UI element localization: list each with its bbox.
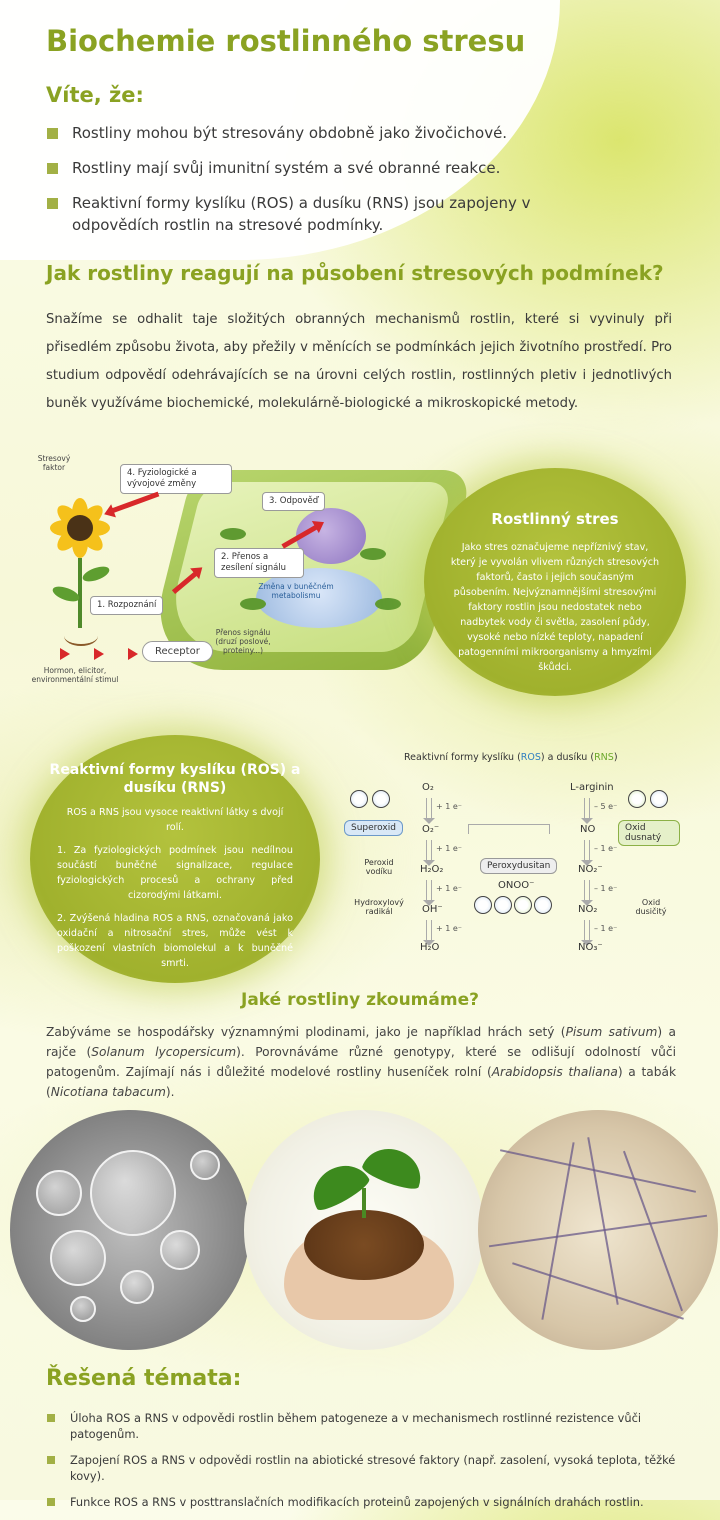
bullet-square-icon: [47, 1498, 55, 1506]
chloroplast-shape: [220, 528, 246, 540]
electron-label: + 1 e⁻: [436, 844, 463, 853]
ros-lead: ROS a RNS jsou vysoce reaktivní látky s dvojí rolí.: [66, 807, 284, 833]
down-arrow-icon: [584, 798, 590, 818]
no3-label: NO₃⁻: [578, 942, 603, 953]
list-item: Rostliny mohou být stresovány obdobně jako živočichové.: [46, 122, 566, 144]
h2o-label: H₂O: [420, 942, 440, 953]
no2-label: NO₂: [578, 904, 598, 915]
h2o2-label: H₂O₂: [420, 864, 444, 875]
electron-label: – 1 e⁻: [594, 924, 618, 933]
hormone-label: Hormon, elicitor, environmentální stimul: [31, 666, 119, 684]
list-item: Zapojení ROS a RNS v odpovědi rostlin na abiotické stresové faktory (např. zasolení, vysoká teplota, těžké kovy).: [46, 1452, 696, 1484]
plant-stem-shape: [78, 558, 82, 628]
bullet-square-icon: [47, 163, 58, 174]
o2minus-label: O₂⁻: [422, 824, 440, 835]
oxygen-atom-icon: [372, 790, 390, 808]
red-arrow-icon: [128, 648, 138, 660]
leaf-shape: [51, 584, 81, 605]
ros-point-2: 2. Zvýšená hladina ROS a RNS, označovaná jako oxidační a nitrosační stres, může vést k poškození vlastních biomolekul a k buněčné smrti.: [57, 913, 293, 969]
red-arrow-icon: [60, 648, 70, 660]
red-arrow-icon: [111, 492, 160, 514]
bullet-square-icon: [47, 1414, 55, 1422]
no2minus-label: NO₂⁻: [578, 864, 603, 875]
down-arrow-icon: [426, 840, 432, 860]
receptor-label: Receptor: [142, 641, 213, 662]
atom-icon: [514, 896, 532, 914]
step-4-label: 4. Fyziologické a vývojové změny: [120, 464, 232, 494]
down-arrow-icon: [584, 920, 590, 940]
leaf-shape: [81, 564, 111, 585]
down-arrow-icon: [584, 880, 590, 900]
no-label: NO: [580, 824, 596, 835]
electron-label: – 1 e⁻: [594, 844, 618, 853]
onoo-label: ONOO⁻: [498, 880, 535, 891]
electron-label: + 1 e⁻: [436, 802, 463, 811]
nitrogen-dioxide-label: Oxid dusičitý: [635, 898, 667, 916]
know-heading: Víte, že:: [46, 83, 144, 107]
atom-icon: [474, 896, 492, 914]
oxygen-atom-icon: [350, 790, 368, 808]
step-2-label: 2. Přenos a zesílení signálu: [214, 548, 304, 578]
stress-factor-label: Stresový faktor: [37, 454, 71, 472]
arginine-label: L-arginin: [570, 782, 614, 793]
page-title: Biochemie rostlinného stresu: [46, 24, 526, 58]
down-arrow-icon: [584, 840, 590, 860]
chloroplast-shape: [375, 598, 401, 610]
electron-label: + 1 e⁻: [436, 884, 463, 893]
metabolism-label: Změna v buněčném metabolismu: [258, 582, 334, 600]
stress-text: Jako stres označujeme nepříznivý stav, který je vyvolán vlivem různých stresových faktorů, často i jejich současným působením. Nejvýznamnějšími stresovými faktory rostlin jsou nedostatek nebo nadbytek vody či světla, zasolení půdy, vysoké nebo nízké teploty, napadení patogenními mikroorganismy a hmyzími škůdci.: [450, 542, 660, 673]
know-list: [46, 122, 566, 249]
ros-diagram-title: Reaktivní formy kyslíku (ROS) a dusíku (RNS): [404, 752, 618, 763]
bracket-shape: [468, 824, 550, 834]
bullet-square-icon: [47, 198, 58, 209]
ros-heading: Reaktivní formy kyslíku (ROS) a dusíku (RNS): [49, 762, 301, 796]
o2-label: O₂: [422, 782, 434, 793]
signal-label: Přenos signálu (druzí poslové, proteiny...): [215, 628, 271, 655]
electron-label: + 1 e⁻: [436, 924, 463, 933]
step-1-label: 1. Rozpoznání: [90, 596, 163, 615]
list-item: Funkce ROS a RNS v posttranslačních modifikacích proteinů zapojených v signálních drahách rostlin.: [46, 1494, 696, 1510]
react-paragraph: Snažíme se odhalit taje složitých obranných mechanismů rostlin, které si vyvinuly při přisedlém způsobu života, aby přežily v měnících se podmínkách jejich životního prostředí. Pro studium odpovědí odehrávajících se na úrovni celých rostlin, rostlinných pletiv i jednotlivých buněk využíváme biochemické, molekulárně-biologické a mikroskopické metody.: [46, 312, 672, 411]
stress-response-diagram: [30, 448, 430, 698]
nitric-oxide-tag: Oxid dusnatý: [618, 820, 680, 846]
topics-heading: Řešená témata:: [46, 1366, 242, 1391]
plant-stress-circle: [424, 468, 686, 696]
list-item: Úloha ROS a RNS v odpovědi rostlin během patogeneze a v mechanismech rostlinné rezistence vůči patogenům.: [46, 1410, 696, 1442]
ros-rns-diagram: [340, 752, 680, 967]
stress-heading: Rostlinný stres: [491, 510, 619, 528]
ros-point-1: 1. Za fyziologických podmínek jsou nedílnou součástí buněčné signalizace, regulace fyziologických procesů a ochrany před cizorodými látkami.: [57, 845, 293, 901]
nucleus-shape: [296, 508, 366, 564]
plants-paragraph: Zabýváme se hospodářsky významnými plodinami, jako je například hrách setý (Pisum sativum) a rajče (Solanum lycopersicum). Porovnáváme různé genotypy, které se odlišují odolností vůči patogenům. Zajímají nás i důležité modelové rostliny huseníček rolní (Arabidopsis thaliana) a tabák (Nicotiana tabacum).: [46, 1025, 676, 1099]
react-heading: Jak rostliny reagují na působení stresových podmínek?: [46, 261, 664, 285]
down-arrow-icon: [426, 920, 432, 940]
peroxide-label: Peroxid vodíku: [364, 858, 394, 876]
down-arrow-icon: [426, 798, 432, 818]
nitrogen-atom-icon: [628, 790, 646, 808]
electron-label: – 5 e⁻: [594, 802, 618, 811]
hydroxyl-label: Hydroxylový radikál: [354, 898, 404, 916]
electron-label: – 1 e⁻: [594, 884, 618, 893]
peroxynitrite-tag: Peroxydusitan: [480, 858, 557, 874]
seedling-in-hand-photo: [244, 1110, 484, 1350]
list-item: Rostliny mají svůj imunitní systém a své obranné reakce.: [46, 157, 566, 179]
plants-heading: Jaké rostliny zkoumáme?: [241, 990, 479, 1010]
step-3-label: 3. Odpověď: [262, 492, 325, 511]
atom-icon: [494, 896, 512, 914]
microscopy-cells-photo: [10, 1110, 250, 1350]
stained-leaf-tissue-photo: [478, 1110, 718, 1350]
oxygen-atom-icon: [650, 790, 668, 808]
roots-shape: [64, 626, 98, 646]
oh-label: OH⁻: [422, 904, 443, 915]
list-item: Reaktivní formy kyslíku (ROS) a dusíku (RNS) jsou zapojeny v odpovědích rostlin na stresové podmínky.: [46, 192, 566, 236]
atom-icon: [534, 896, 552, 914]
down-arrow-icon: [426, 880, 432, 900]
topics-list: [46, 1410, 696, 1520]
bullet-square-icon: [47, 128, 58, 139]
bullet-square-icon: [47, 1456, 55, 1464]
ros-rns-circle: [30, 735, 320, 983]
superoxide-tag: Superoxid: [344, 820, 403, 836]
chloroplast-shape: [360, 548, 386, 560]
red-arrow-icon: [94, 648, 104, 660]
